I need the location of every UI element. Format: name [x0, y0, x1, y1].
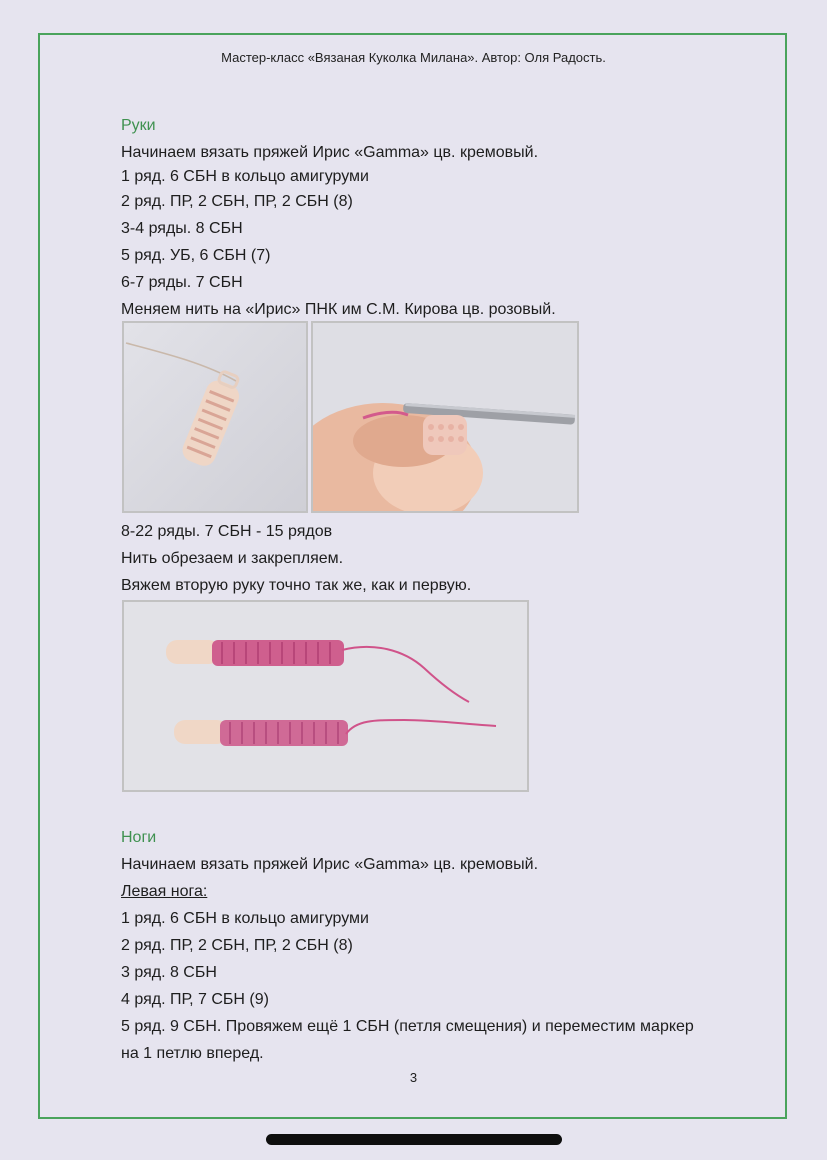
arms-line: 6-7 ряды. 7 СБН	[121, 274, 243, 291]
photo-arm-hook	[311, 321, 579, 513]
page-header: Мастер-класс «Вязаная Куколка Милана». Автор: Оля Радость.	[221, 50, 606, 65]
arm-start-illustration	[124, 323, 306, 511]
arms-heading: Руки	[121, 117, 156, 134]
page-number: 3	[409, 1070, 418, 1085]
legs-line: 4 ряд. ПР, 7 СБН (9)	[121, 991, 269, 1008]
home-indicator[interactable]	[266, 1134, 562, 1145]
arms-line: Вяжем вторую руку точно так же, как и первую.	[121, 577, 472, 594]
legs-section	[121, 824, 771, 1067]
content	[121, 112, 771, 323]
arms-line: 3-4 ряды. 8 СБН	[121, 220, 243, 237]
legs-line: 1 ряд. 6 СБН в кольцо амигуруми	[121, 910, 369, 927]
legs-intro: Начинаем вязать пряжей Ирис «Gamma» цв. кремовый.	[121, 856, 539, 873]
photo-finished-arms	[122, 600, 529, 792]
arms-line: Меняем нить на «Ирис» ПНК им С.М. Кирова цв. розовый.	[121, 301, 556, 318]
finished-arms-illustration	[124, 602, 527, 790]
arms-line: Нить обрезаем и закрепляем.	[121, 550, 344, 567]
content-continued	[121, 518, 771, 599]
arms-line: Начинаем вязать пряжей Ирис «Gamma» цв. кремовый.	[121, 144, 539, 161]
legs-line: на 1 петлю вперед.	[121, 1045, 264, 1062]
arms-line: 1 ряд. 6 СБН в кольцо амигуруми	[121, 168, 369, 185]
legs-line: 2 ряд. ПР, 2 СБН, ПР, 2 СБН (8)	[121, 937, 353, 954]
hand-hook-illustration	[313, 323, 577, 511]
legs-line: 3 ряд. 8 СБН	[121, 964, 217, 981]
arms-line: 8-22 ряды. 7 СБН - 15 рядов	[121, 523, 333, 540]
arms-line: 2 ряд. ПР, 2 СБН, ПР, 2 СБН (8)	[121, 193, 353, 210]
photo-arm-start	[122, 321, 308, 513]
legs-subtitle: Левая нога:	[121, 883, 208, 900]
legs-heading: Ноги	[121, 829, 157, 846]
legs-line: 5 ряд. 9 СБН. Провяжем ещё 1 СБН (петля смещения) и переместим маркер	[121, 1018, 694, 1035]
arms-line: 5 ряд. УБ, 6 СБН (7)	[121, 247, 271, 264]
